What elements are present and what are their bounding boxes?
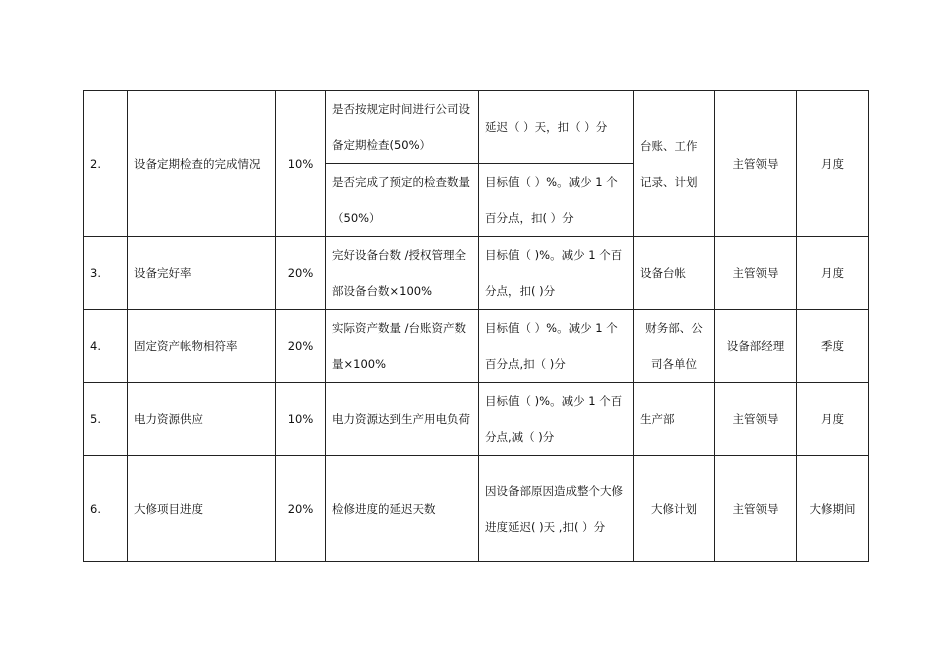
kpi-table	[83, 90, 869, 562]
indicator-name: 电力资源供应	[128, 383, 276, 456]
assessment-cycle: 月度	[797, 91, 869, 237]
data-source: 大修计划	[634, 456, 715, 562]
scoring-method: 延迟（ ）天，扣（ ）分	[479, 91, 634, 164]
assessment-standard: 是否完成了预定的检查数量（50%）	[326, 164, 479, 237]
row-number: 5.	[84, 383, 128, 456]
row-number: 4.	[84, 310, 128, 383]
indicator-weight: 10%	[276, 91, 326, 237]
indicator-name: 设备完好率	[128, 237, 276, 310]
row-number: 6.	[84, 456, 128, 562]
evaluator: 主管领导	[715, 237, 797, 310]
assessment-cycle: 季度	[797, 310, 869, 383]
assessment-standard: 完好设备台数 /授权管理全部设备台数×100%	[326, 237, 479, 310]
indicator-name: 固定资产帐物相符率	[128, 310, 276, 383]
assessment-standard: 实际资产数量 /台账资产数量×100%	[326, 310, 479, 383]
scoring-method: 目标值（ )%。减少 1 个百分点，扣( )分	[479, 237, 634, 310]
scoring-method: 目标值（ )%。减少 1 个百分点,减（ )分	[479, 383, 634, 456]
assessment-cycle: 月度	[797, 383, 869, 456]
table-row	[84, 91, 869, 164]
evaluator: 主管领导	[715, 456, 797, 562]
indicator-name: 设备定期检查的完成情况	[128, 91, 276, 237]
evaluator: 主管领导	[715, 383, 797, 456]
indicator-weight: 20%	[276, 456, 326, 562]
scoring-method: 目标值（ ）%。减少 1 个百分点，扣( ）分	[479, 164, 634, 237]
row-number: 2.	[84, 91, 128, 237]
assessment-standard: 检修进度的延迟天数	[326, 456, 479, 562]
table-row	[84, 456, 869, 562]
assessment-cycle: 月度	[797, 237, 869, 310]
data-source: 台账、工作记录、计划	[634, 91, 715, 237]
row-number: 3.	[84, 237, 128, 310]
data-source: 设备台帐	[634, 237, 715, 310]
indicator-weight: 10%	[276, 383, 326, 456]
data-source: 生产部	[634, 383, 715, 456]
assessment-cycle: 大修期间	[797, 456, 869, 562]
table-row	[84, 237, 869, 310]
table-row	[84, 310, 869, 383]
evaluator: 主管领导	[715, 91, 797, 237]
data-source: 财务部、公司各单位	[634, 310, 715, 383]
indicator-name: 大修项目进度	[128, 456, 276, 562]
assessment-standard: 电力资源达到生产用电负荷	[326, 383, 479, 456]
table-row	[84, 383, 869, 456]
evaluator: 设备部经理	[715, 310, 797, 383]
scoring-method: 因设备部原因造成整个大修进度延迟( )天 ,扣( ）分	[479, 456, 634, 562]
indicator-weight: 20%	[276, 237, 326, 310]
indicator-weight: 20%	[276, 310, 326, 383]
scoring-method: 目标值（ ）%。减少 1 个百分点,扣（ )分	[479, 310, 634, 383]
assessment-standard: 是否按规定时间进行公司设备定期检查(50%）	[326, 91, 479, 164]
